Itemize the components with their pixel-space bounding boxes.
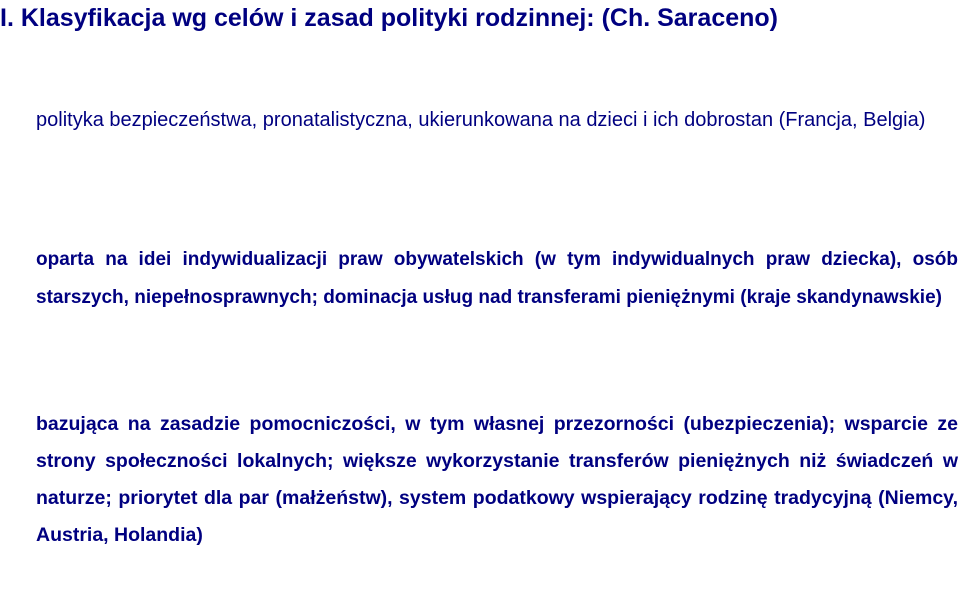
paragraph-individualization: oparta na idei indywidualizacji praw obywatelskich (w tym indywidualnych praw dziecka), osób starszych, niepełnosprawnych; dominacja usług nad transferami pieniężnymi (kraje skandynawskie) — [36, 249, 958, 308]
slide-title: I. Klasyfikacja wg celów i zasad polityki rodzinnej: (Ch. Saraceno) — [0, 4, 778, 32]
paragraph-subsidiarity: bazująca na zasadzie pomocniczości, w tym własnej przezorności (ubezpieczenia); wsparcie ze strony społeczności lokalnych; większe wykorzystanie transferów pieniężnych niż świadczeń w naturze; priorytet dla par (małżeństw), system podatkowy wspierający rodzinę tradycyjną (Niemcy, Austria, Holandia) — [36, 413, 958, 546]
paragraph-security-pronatalist: polityka bezpieczeństwa, pronatalistyczna, ukierunkowana na dzieci i ich dobrostan (Francja, Belgia) — [36, 109, 926, 131]
